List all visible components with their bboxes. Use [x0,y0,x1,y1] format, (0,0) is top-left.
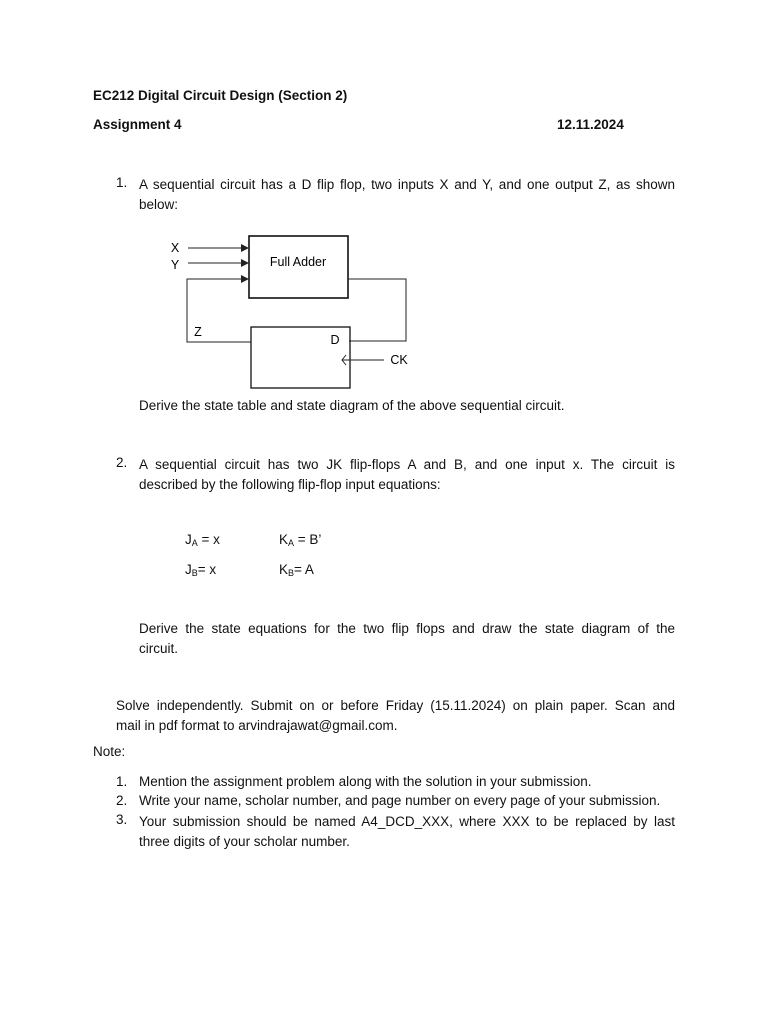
eq-kb-rhs: = A [294,562,314,577]
eq-ka-var: K [279,532,289,547]
note-item-3-line2: three digits of your scholar number. [139,833,350,849]
full-adder-label: Full Adder [269,255,327,269]
adder-to-d-wire [348,279,406,341]
submission-line2: mail in pdf format to arvindrajawat@gmail.com. [116,717,398,733]
q2-text-line1: A sequential circuit has two JK flip-flops A and B, and one input x. The circuit is [139,457,675,472]
eq-kb-sub: B [288,568,295,578]
input-y-label: Y [170,258,180,272]
eq-ja-sub: A [191,538,198,548]
q2-text-line2: described by the following flip-flop input equations: [139,476,441,492]
eq-jb-var: J [185,562,192,577]
note-item-1-text: Mention the assignment problem along with the solution in your submission. [139,774,592,789]
eq-ja [185,532,220,548]
note-item-3-line1: Your submission should be named A4_DCD_XXX, where XXX to be replaced by last [139,814,675,829]
q1-task: Derive the state table and state diagram of the above sequential circuit. [139,398,565,413]
q2-task-line1: Derive the state equations for the two flip flops and draw the state diagram of the [139,621,675,636]
submission-instructions [116,696,675,735]
note-item-3-text [139,812,675,851]
note-item-2-number: 2. [116,793,128,808]
q2-number: 2. [116,455,128,470]
clock-label: CK [390,353,408,367]
note-item-3-number: 3. [116,812,128,827]
eq-jb [185,562,216,578]
assignment-date: 12.11.2024 [557,117,624,132]
output-z-label: Z [194,325,202,339]
q2-task [139,619,675,658]
note-item-1-number: 1. [116,774,128,789]
q1-number: 1. [116,175,128,190]
q2-task-line2: circuit. [139,640,179,656]
eq-ka-sub: A [288,538,295,548]
eq-kb [279,562,314,578]
eq-jb-sub: B [191,568,198,578]
eq-ja-rhs: = x [197,532,220,547]
q1-text-line1: A sequential circuit has a D flip flop, two inputs X and Y, and one output Z, as shown [139,177,675,192]
eq-ka [279,532,321,548]
eq-kb-var: K [279,562,289,577]
eq-ka-rhs: = B’ [294,532,322,547]
input-x-label: X [170,241,180,255]
q1-circuit-diagram [0,0,768,420]
eq-ja-var: J [185,532,192,547]
note-item-2-text: Write your name, scholar number, and page number on every page of your submission. [139,793,661,808]
q2-text [139,455,675,494]
eq-jb-rhs: = x [197,562,217,577]
assignment-title: Assignment 4 [93,117,182,132]
ff-d-label: D [330,333,340,347]
course-title: EC212 Digital Circuit Design (Section 2) [93,88,348,103]
q1-text-line2: below: [139,196,179,212]
submission-line1: Solve independently. Submit on or before Friday (15.11.2024) on plain paper. Scan and [116,698,675,713]
note-label: Note: [93,744,126,759]
